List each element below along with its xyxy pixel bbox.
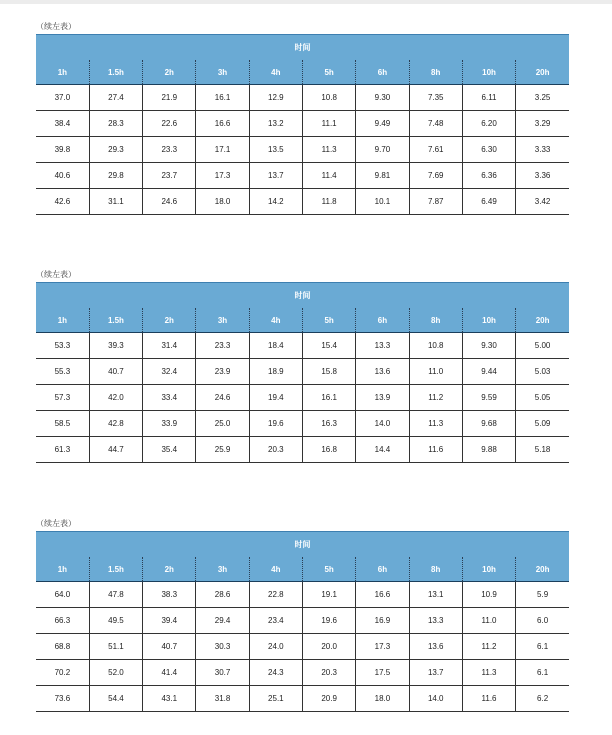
- table-cell: 32.4: [143, 359, 196, 385]
- table-row: [36, 660, 569, 686]
- column-header: 8h: [409, 60, 462, 85]
- table-cell: 35.4: [143, 437, 196, 463]
- table-cell: 21.9: [143, 85, 196, 111]
- table-cell: 9.70: [356, 137, 409, 163]
- column-header: 1.5h: [89, 557, 142, 582]
- table-title: 时间: [36, 283, 569, 309]
- table-cell: 13.7: [249, 163, 302, 189]
- table-cell: 16.8: [302, 437, 355, 463]
- table-cell: 10.1: [356, 189, 409, 215]
- table-cell: 31.1: [89, 189, 142, 215]
- table-cell: 23.3: [143, 137, 196, 163]
- table-cell: 13.9: [356, 385, 409, 411]
- table-cell: 20.3: [249, 437, 302, 463]
- table-row: [36, 686, 569, 712]
- table-cell: 11.8: [302, 189, 355, 215]
- table-cell: 20.0: [302, 634, 355, 660]
- table-cell: 51.1: [89, 634, 142, 660]
- table-cell: 22.6: [143, 111, 196, 137]
- table-cell: 10.8: [302, 85, 355, 111]
- column-header: 8h: [409, 308, 462, 333]
- table-cell: 11.1: [302, 111, 355, 137]
- table-cell: 13.5: [249, 137, 302, 163]
- table-cell: 16.1: [302, 385, 355, 411]
- table-cell: 9.88: [462, 437, 515, 463]
- table-cell: 40.7: [143, 634, 196, 660]
- table-cell: 38.4: [36, 111, 89, 137]
- table-cell: 11.4: [302, 163, 355, 189]
- table-cell: 17.1: [196, 137, 249, 163]
- table-cell: 49.5: [89, 608, 142, 634]
- table-cell: 13.3: [356, 333, 409, 359]
- table-cell: 11.0: [409, 359, 462, 385]
- data-table-3: [36, 531, 569, 712]
- column-header: 2h: [143, 557, 196, 582]
- table-cell: 57.3: [36, 385, 89, 411]
- table-cell: 30.7: [196, 660, 249, 686]
- table-cell: 9.68: [462, 411, 515, 437]
- table-row: [36, 608, 569, 634]
- table-cell: 13.6: [356, 359, 409, 385]
- table-cell: 3.42: [516, 189, 569, 215]
- column-header: 5h: [302, 60, 355, 85]
- table-cell: 9.81: [356, 163, 409, 189]
- column-header: 1h: [36, 308, 89, 333]
- table-cell: 5.18: [516, 437, 569, 463]
- table-cell: 18.9: [249, 359, 302, 385]
- table-cell: 5.09: [516, 411, 569, 437]
- table-cell: 5.03: [516, 359, 569, 385]
- table-cell: 24.6: [143, 189, 196, 215]
- table-cell: 14.2: [249, 189, 302, 215]
- table-cell: 7.35: [409, 85, 462, 111]
- table-cell: 23.7: [143, 163, 196, 189]
- table-cell: 5.00: [516, 333, 569, 359]
- data-table-1: [36, 34, 569, 215]
- table-cell: 11.6: [462, 686, 515, 712]
- table-cell: 18.4: [249, 333, 302, 359]
- column-header: 2h: [143, 60, 196, 85]
- table-cell: 17.3: [356, 634, 409, 660]
- table-cell: 24.0: [249, 634, 302, 660]
- table-row: [36, 634, 569, 660]
- table-cell: 42.6: [36, 189, 89, 215]
- table-cell: 14.0: [356, 411, 409, 437]
- column-header: 20h: [516, 308, 569, 333]
- table-cell: 12.9: [249, 85, 302, 111]
- table-row: [36, 385, 569, 411]
- table-cell: 11.3: [409, 411, 462, 437]
- table-cell: 55.3: [36, 359, 89, 385]
- table-cell: 19.4: [249, 385, 302, 411]
- table-cell: 19.6: [302, 608, 355, 634]
- table-cell: 14.0: [409, 686, 462, 712]
- column-header: 8h: [409, 557, 462, 582]
- table-cell: 15.8: [302, 359, 355, 385]
- column-header-row: [36, 308, 569, 333]
- table-cell: 29.4: [196, 608, 249, 634]
- table-cell: 33.4: [143, 385, 196, 411]
- table-cell: 9.44: [462, 359, 515, 385]
- table-cell: 3.29: [516, 111, 569, 137]
- column-header: 20h: [516, 557, 569, 582]
- table-cell: 70.2: [36, 660, 89, 686]
- table-cell: 23.3: [196, 333, 249, 359]
- table-cell: 6.0: [516, 608, 569, 634]
- table-cell: 9.30: [462, 333, 515, 359]
- table-cell: 6.30: [462, 137, 515, 163]
- table-cell: 3.36: [516, 163, 569, 189]
- table-cell: 6.49: [462, 189, 515, 215]
- table-cell: 7.87: [409, 189, 462, 215]
- table-cell: 33.9: [143, 411, 196, 437]
- column-header: 1h: [36, 557, 89, 582]
- table-row: [36, 111, 569, 137]
- table-cell: 3.33: [516, 137, 569, 163]
- table-cell: 11.3: [462, 660, 515, 686]
- table-cell: 9.49: [356, 111, 409, 137]
- table-cell: 24.3: [249, 660, 302, 686]
- table-cell: 3.25: [516, 85, 569, 111]
- table-cell: 20.3: [302, 660, 355, 686]
- table-cell: 64.0: [36, 582, 89, 608]
- table-cell: 6.1: [516, 634, 569, 660]
- table-cell: 14.4: [356, 437, 409, 463]
- table-cell: 39.8: [36, 137, 89, 163]
- table-cell: 37.0: [36, 85, 89, 111]
- table-row: [36, 437, 569, 463]
- table-cell: 18.0: [356, 686, 409, 712]
- table-cell: 41.4: [143, 660, 196, 686]
- table-cell: 40.7: [89, 359, 142, 385]
- table-cell: 66.3: [36, 608, 89, 634]
- table-cell: 16.6: [196, 111, 249, 137]
- table-cell: 24.6: [196, 385, 249, 411]
- column-header: 1.5h: [89, 60, 142, 85]
- table-cell: 18.0: [196, 189, 249, 215]
- table-title-row: [36, 35, 569, 61]
- table-cell: 6.1: [516, 660, 569, 686]
- table-title: 时间: [36, 35, 569, 61]
- table-title: 时间: [36, 532, 569, 558]
- table-cell: 6.11: [462, 85, 515, 111]
- table-cell: 40.6: [36, 163, 89, 189]
- table-row: [36, 333, 569, 359]
- table-cell: 13.7: [409, 660, 462, 686]
- table-cell: 61.3: [36, 437, 89, 463]
- table-row: [36, 582, 569, 608]
- table-cell: 27.4: [89, 85, 142, 111]
- table-cell: 6.20: [462, 111, 515, 137]
- table-cell: 16.3: [302, 411, 355, 437]
- table-cell: 22.8: [249, 582, 302, 608]
- table-cell: 73.6: [36, 686, 89, 712]
- table-cell: 54.4: [89, 686, 142, 712]
- table-block-1: [36, 20, 569, 215]
- table-cell: 53.3: [36, 333, 89, 359]
- table-cell: 39.4: [143, 608, 196, 634]
- table-cell: 13.1: [409, 582, 462, 608]
- table-caption: （续左表）: [36, 22, 76, 31]
- column-header: 10h: [462, 557, 515, 582]
- table-cell: 42.0: [89, 385, 142, 411]
- column-header: 1.5h: [89, 308, 142, 333]
- column-header: 6h: [356, 557, 409, 582]
- column-header: 4h: [249, 60, 302, 85]
- table-cell: 13.2: [249, 111, 302, 137]
- table-cell: 29.3: [89, 137, 142, 163]
- column-header-row: [36, 557, 569, 582]
- table-cell: 5.05: [516, 385, 569, 411]
- table-block-3: [36, 517, 569, 712]
- table-cell: 7.61: [409, 137, 462, 163]
- table-row: [36, 359, 569, 385]
- table-cell: 31.4: [143, 333, 196, 359]
- table-cell: 11.2: [409, 385, 462, 411]
- table-cell: 6.2: [516, 686, 569, 712]
- table-cell: 31.8: [196, 686, 249, 712]
- data-table-2: [36, 282, 569, 463]
- table-cell: 52.0: [89, 660, 142, 686]
- table-caption: （续左表）: [36, 270, 76, 279]
- table-row: [36, 137, 569, 163]
- table-cell: 7.69: [409, 163, 462, 189]
- table-cell: 5.9: [516, 582, 569, 608]
- table-cell: 25.1: [249, 686, 302, 712]
- column-header: 2h: [143, 308, 196, 333]
- table-caption: （续左表）: [36, 519, 76, 528]
- table-cell: 11.6: [409, 437, 462, 463]
- table-row: [36, 85, 569, 111]
- table-cell: 15.4: [302, 333, 355, 359]
- table-block-2: [36, 268, 569, 463]
- column-header: 3h: [196, 60, 249, 85]
- column-header: 20h: [516, 60, 569, 85]
- table-cell: 10.8: [409, 333, 462, 359]
- table-cell: 42.8: [89, 411, 142, 437]
- table-cell: 9.30: [356, 85, 409, 111]
- table-row: [36, 411, 569, 437]
- table-cell: 11.2: [462, 634, 515, 660]
- table-cell: 44.7: [89, 437, 142, 463]
- table-cell: 30.3: [196, 634, 249, 660]
- column-header: 4h: [249, 557, 302, 582]
- table-cell: 28.3: [89, 111, 142, 137]
- column-header: 10h: [462, 60, 515, 85]
- table-cell: 43.1: [143, 686, 196, 712]
- table-cell: 16.6: [356, 582, 409, 608]
- column-header-row: [36, 60, 569, 85]
- table-cell: 6.36: [462, 163, 515, 189]
- table-cell: 7.48: [409, 111, 462, 137]
- table-row: [36, 189, 569, 215]
- column-header: 6h: [356, 60, 409, 85]
- table-cell: 17.3: [196, 163, 249, 189]
- table-cell: 68.8: [36, 634, 89, 660]
- table-cell: 19.6: [249, 411, 302, 437]
- table-cell: 47.8: [89, 582, 142, 608]
- table-cell: 38.3: [143, 582, 196, 608]
- table-title-row: [36, 532, 569, 558]
- table-cell: 28.6: [196, 582, 249, 608]
- column-header: 4h: [249, 308, 302, 333]
- column-header: 3h: [196, 557, 249, 582]
- column-header: 1h: [36, 60, 89, 85]
- table-cell: 39.3: [89, 333, 142, 359]
- table-cell: 11.3: [302, 137, 355, 163]
- table-cell: 13.6: [409, 634, 462, 660]
- table-cell: 13.3: [409, 608, 462, 634]
- table-cell: 25.9: [196, 437, 249, 463]
- table-cell: 23.4: [249, 608, 302, 634]
- table-cell: 29.8: [89, 163, 142, 189]
- table-cell: 16.9: [356, 608, 409, 634]
- column-header: 3h: [196, 308, 249, 333]
- table-cell: 16.1: [196, 85, 249, 111]
- top-edge-strip: [0, 0, 612, 4]
- column-header: 6h: [356, 308, 409, 333]
- table-cell: 11.0: [462, 608, 515, 634]
- column-header: 5h: [302, 308, 355, 333]
- table-title-row: [36, 283, 569, 309]
- column-header: 5h: [302, 557, 355, 582]
- table-cell: 25.0: [196, 411, 249, 437]
- table-row: [36, 163, 569, 189]
- column-header: 10h: [462, 308, 515, 333]
- table-cell: 20.9: [302, 686, 355, 712]
- table-cell: 9.59: [462, 385, 515, 411]
- table-cell: 58.5: [36, 411, 89, 437]
- table-cell: 17.5: [356, 660, 409, 686]
- table-cell: 23.9: [196, 359, 249, 385]
- table-cell: 19.1: [302, 582, 355, 608]
- table-cell: 10.9: [462, 582, 515, 608]
